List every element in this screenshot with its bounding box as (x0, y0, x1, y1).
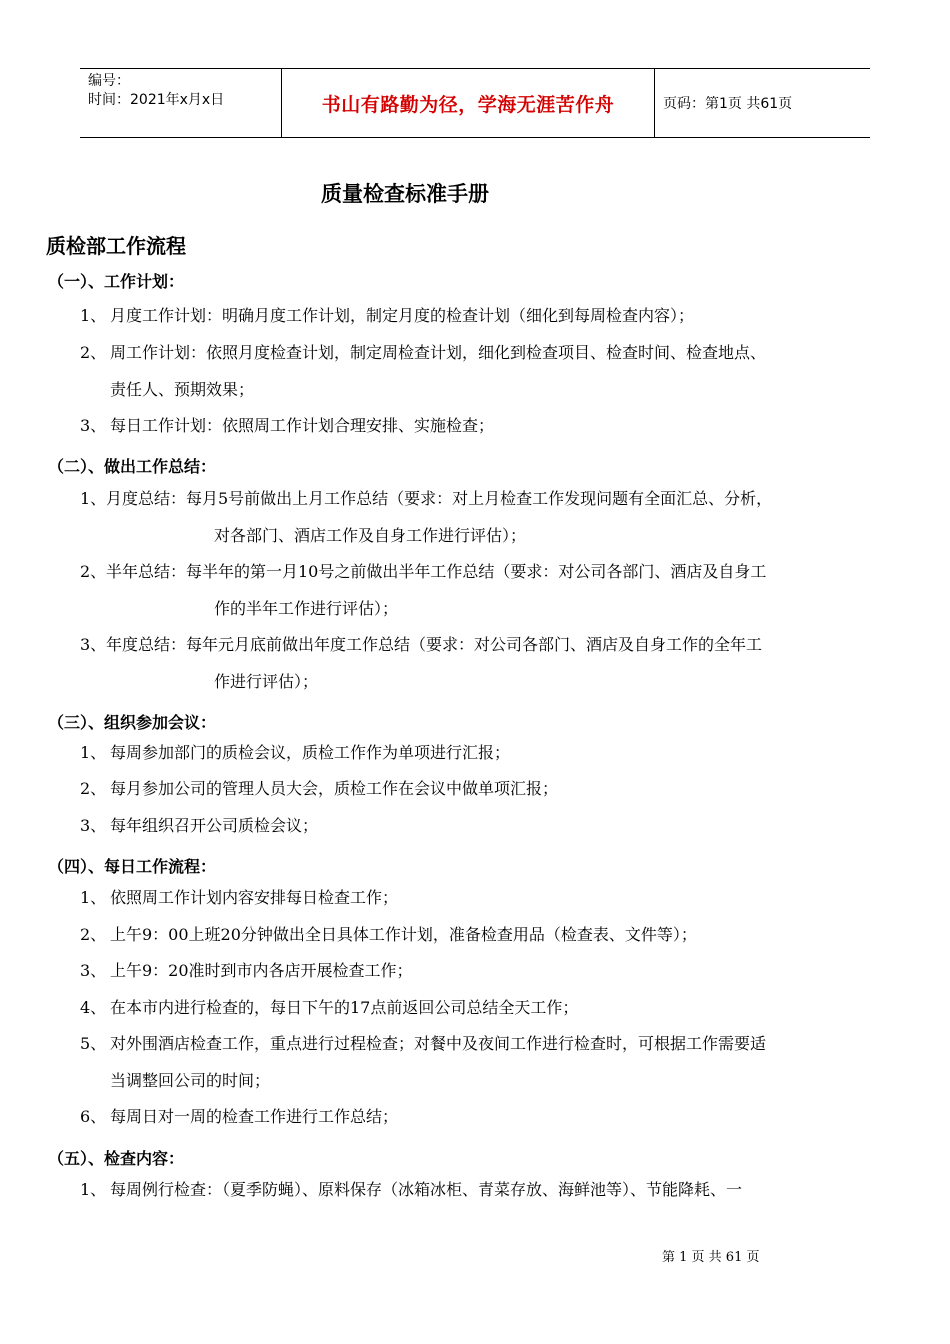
list-item: 5、 对外围酒店检查工作，重点进行过程检查；对餐中及夜间工作进行检查时，可根据工作需要适 (80, 1034, 767, 1053)
motto: 书山有路勤为径，学海无涯苦作舟 (281, 69, 655, 137)
list-item: 1、月度总结：每月5号前做出上月工作总结（要求：对上月检查工作发现问题有全面汇总、分析， (80, 489, 773, 508)
section-title: （一）、工作计划： (48, 272, 185, 291)
section-heading: 质检部工作流程 (46, 234, 186, 258)
list-item-continuation: 当调整回公司的时间； (110, 1071, 271, 1090)
list-item: 3、年度总结：每年元月底前做出年度工作总结（要求：对公司各部门、酒店及自身工作的全年工 (80, 635, 763, 654)
header-meta-cell (80, 69, 281, 137)
list-item: 1、 每周参加部门的质检会议，质检工作作为单项进行汇报； (80, 743, 511, 762)
list-item-continuation: 对各部门、酒店工作及自身工作进行评估）； (214, 526, 527, 545)
list-item: 3、 每年组织召开公司质检会议； (80, 816, 319, 835)
section-title: （二）、做出工作总结： (48, 457, 217, 476)
list-item-continuation: 作的半年工作进行评估）； (214, 599, 399, 618)
list-item: 1、 月度工作计划：明确月度工作计划，制定月度的检查计划（细化到每周检查内容）； (80, 306, 695, 325)
list-item: 2、 周工作计划：依照月度检查计划，制定周检查计划，细化到检查项目、检查时间、检查地点、 (80, 343, 767, 362)
list-item: 4、 在本市内进行检查的，每日下午的17点前返回公司总结全天工作； (80, 998, 579, 1017)
section-title: （三）、组织参加会议： (48, 713, 217, 732)
list-item-continuation: 作进行评估）； (214, 672, 319, 691)
list-item: 3、 每日工作计划：依照周工作计划合理安排、实施检查； (80, 416, 495, 435)
list-item: 6、 每周日对一周的检查工作进行工作总结； (80, 1107, 399, 1126)
header-table (80, 68, 870, 138)
list-item: 1、 依照周工作计划内容安排每日检查工作； (80, 888, 399, 907)
list-item: 2、 上午9：00上班20分钟做出全日具体工作计划，准备检查用品（检查表、文件等）； (80, 925, 697, 944)
section-title: （四）、每日工作流程： (48, 857, 217, 876)
list-item: 2、 每月参加公司的管理人员大会，质检工作在会议中做单项汇报； (80, 779, 559, 798)
number-label: 编号： (88, 73, 130, 89)
page-footer: 第 1 页 共 61 页 (662, 1250, 760, 1265)
date-label: 时间：2021年x月x日 (88, 92, 225, 108)
list-item: 1、 每周例行检查：（夏季防蝇）、原料保存（冰箱冰柜、青菜存放、海鲜池等）、节能降耗、一 (80, 1180, 743, 1199)
list-item-continuation: 责任人、预期效果； (110, 380, 255, 399)
doc-title: 质量检查标准手册 (321, 182, 489, 206)
page-info: 页码：第1页 共61页 (663, 96, 793, 112)
section-title: （五）、检查内容： (48, 1149, 185, 1168)
list-item: 3、 上午9：20准时到市内各店开展检查工作； (80, 961, 413, 980)
list-item: 2、半年总结：每半年的第一月10号之前做出半年工作总结（要求：对公司各部门、酒店及自身工 (80, 562, 767, 581)
